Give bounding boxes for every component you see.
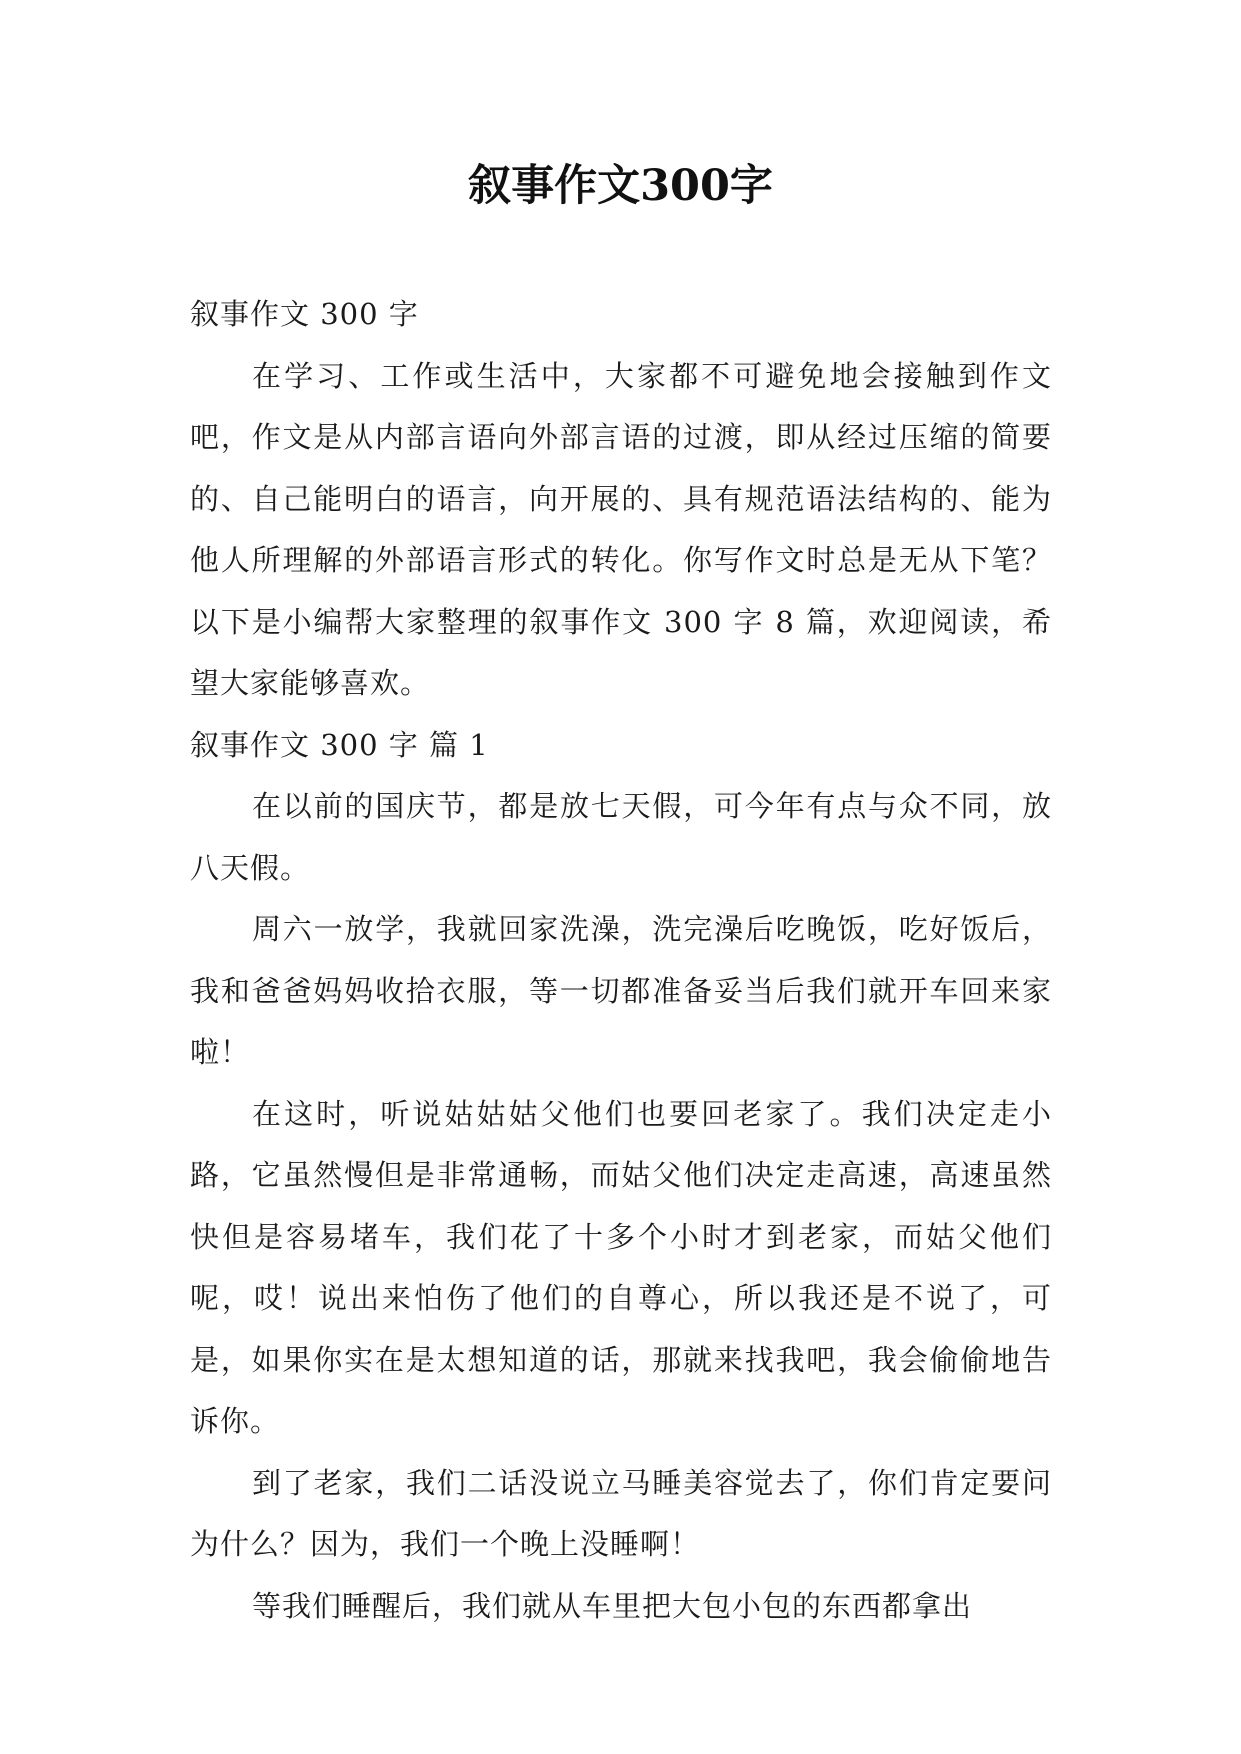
section-heading: 叙事作文 300 字 篇 1	[190, 727, 489, 762]
intro-paragraph: 在学习、工作或生活中，大家都不可避免地会接触到作文吧，作文是从内部言语向外部言语的过渡，即从经过压缩的简要的、自己能明白的语言，向开展的、具有规范语法结构的、能为他人所理解的外部语言形式的转化。你写作文时总是无从下笔？以下是小编帮大家整理的叙事作文 300 字 8 篇，欢迎阅读，希望大家能够喜欢。	[190, 358, 1052, 700]
body-paragraph: 等我们睡醒后，我们就从车里把大包小包的东西都拿出	[252, 1588, 973, 1623]
document-body	[190, 284, 1052, 1637]
body-paragraph: 在以前的国庆节，都是放七天假，可今年有点与众不同，放八天假。	[190, 789, 1052, 885]
body-paragraph: 到了老家，我们二话没说立马睡美容觉去了，你们肯定要问为什么？因为，我们一个晚上没睡啊！	[190, 1465, 1052, 1561]
document-title: 叙事作文300字	[468, 161, 773, 211]
intro-heading: 叙事作文 300 字	[190, 297, 419, 331]
body-paragraph: 周六一放学，我就回家洗澡，洗完澡后吃晚饭，吃好饭后，我和爸爸妈妈收拾衣服，等一切都准备妥当后我们就开车回来家啦！	[190, 912, 1052, 1069]
body-paragraph: 在这时，听说姑姑姑父他们也要回老家了。我们决定走小路，它虽然慢但是非常通畅，而姑父他们决定走高速，高速虽然快但是容易堵车，我们花了十多个小时才到老家，而姑父他们呢，哎！说出来怕伤了他们的自尊心，所以我还是不说了，可是，如果你实在是太想知道的话，那就来找我吧，我会偷偷地告诉你。	[190, 1096, 1052, 1438]
